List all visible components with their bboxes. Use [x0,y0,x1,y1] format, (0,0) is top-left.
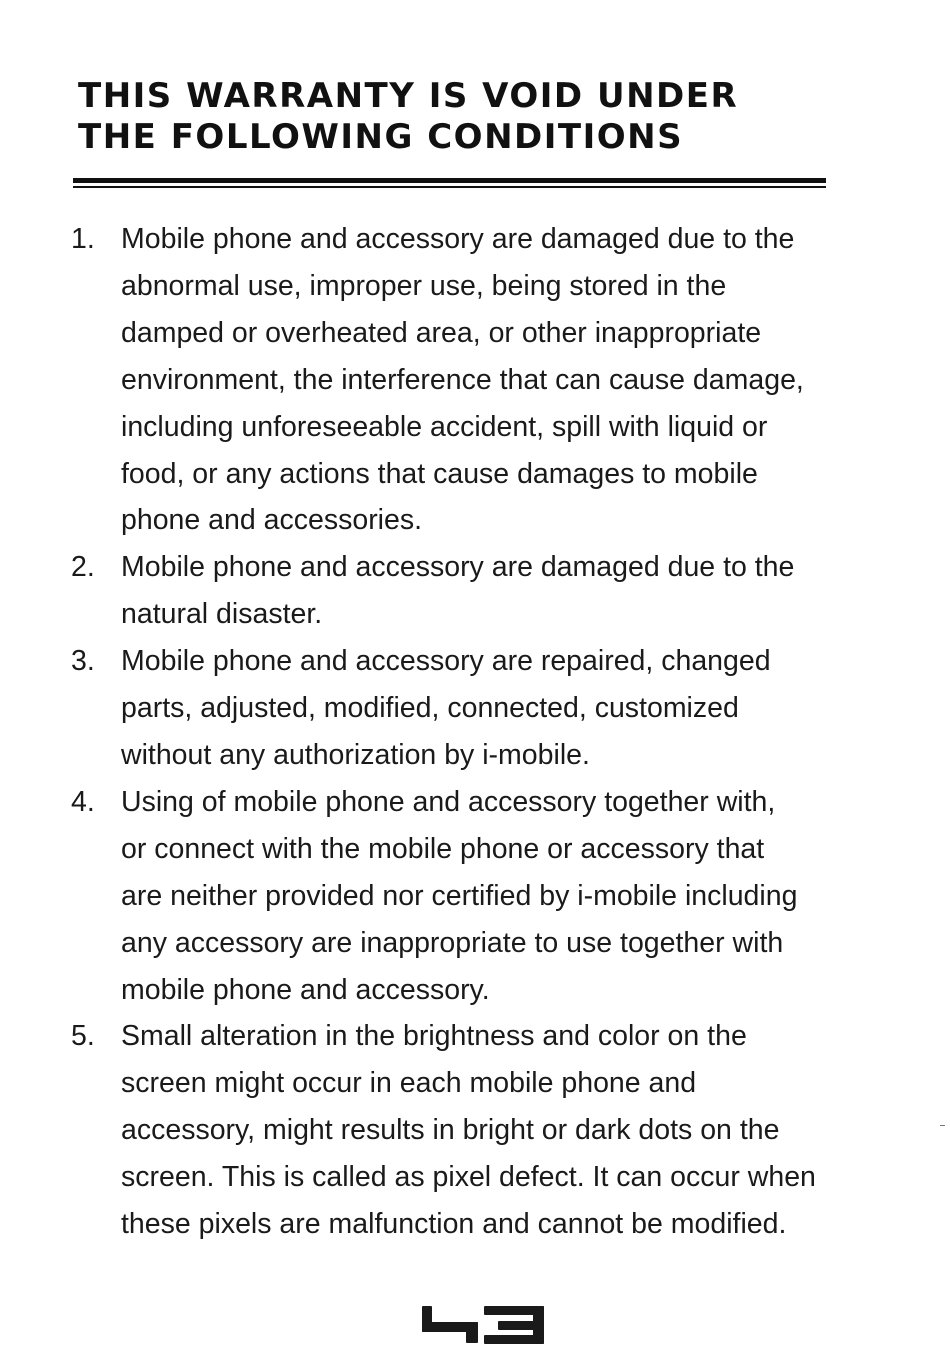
condition-text-line: without any authorization by i-mobile. [121,738,590,771]
title-rule-thin [73,186,826,188]
condition-text [121,544,891,638]
condition-text-line: including unforeseeable accident, spill with liquid or [121,410,768,443]
page-title-line-1: THIS WARRANTY IS VOID UNDER [78,76,739,116]
condition-text-line: phone and accessories. [121,504,423,537]
condition-text [121,216,891,544]
condition-text-line: accessory, might results in bright or dark dots on the [121,1114,780,1147]
condition-item-1 [0,216,891,544]
condition-text-line: parts, adjusted, modified, connected, customized [121,692,739,725]
condition-text [121,779,891,1014]
condition-text-line: food, or any actions that cause damages to mobile [121,457,758,490]
condition-text-line: mobile phone and accessory. [121,973,490,1006]
condition-text-line: Mobile phone and accessory are damaged due to the [121,223,795,255]
title-rule-thick [73,178,826,183]
condition-text-line: Mobile phone and accessory are damaged due to the [121,551,795,584]
condition-text-line: screen. This is called as pixel defect. It can occur when [121,1161,816,1194]
edge-mark [940,1125,945,1126]
page-number-digit-4 [422,1306,478,1343]
condition-text-line: Mobile phone and accessory are repaired, changed [121,645,771,678]
condition-text [121,1013,891,1248]
condition-text-line: these pixels are malfunction and cannot be modified. [121,1208,787,1241]
condition-text-line: natural disaster. [121,598,323,631]
condition-item-4 [0,779,891,1014]
condition-text-line: Using of mobile phone and accessory together with, [121,785,776,818]
condition-text-line: are neither provided nor certified by i-mobile including [121,879,798,912]
condition-text-line: any accessory are inappropriate to use together with [121,926,784,959]
page-number-digit-3 [484,1306,544,1344]
condition-number: 1. [71,223,95,255]
page-title-line-2: THE FOLLOWING CONDITIONS [78,117,684,157]
condition-number: 5. [71,1020,95,1053]
condition-text [121,638,891,779]
condition-item-3 [0,638,891,779]
condition-text-line: Small alteration in the brightness and color on the [121,1020,747,1053]
warranty-conditions-list [0,216,950,1248]
condition-number: 4. [71,785,95,818]
condition-text-line: environment, the interference that can cause damage, [121,363,804,396]
condition-number: 3. [71,645,95,678]
condition-text-line: abnormal use, improper use, being stored in the [121,269,727,302]
condition-item-5 [0,1013,891,1248]
condition-item-2 [0,544,891,638]
condition-text-line: or connect with the mobile phone or accessory that [121,832,765,865]
page-title [78,76,838,158]
condition-number: 2. [71,551,95,584]
condition-text-line: damped or overheated area, or other inappropriate [121,316,762,349]
page-number [422,1305,544,1345]
condition-text-line: screen might occur in each mobile phone and [121,1067,697,1100]
